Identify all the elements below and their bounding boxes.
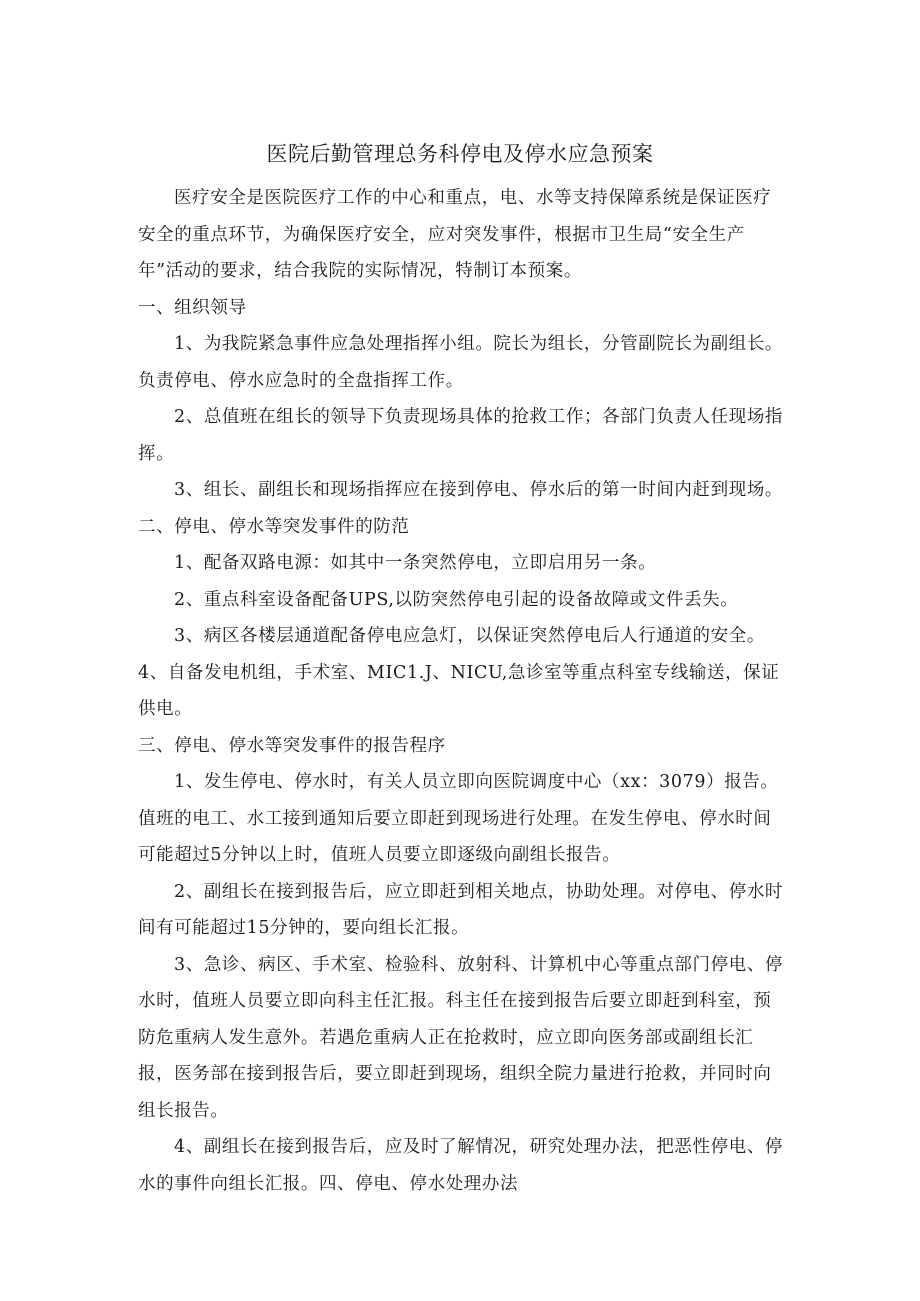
paragraph: 3、组长、副组长和现场指挥应在接到停电、停水后的第一时间内赶到现场。二、停电、停水等突发事件的防范 bbox=[138, 480, 784, 537]
paragraph: 医疗安全是医院医疗工作的中心和重点，电、水等支持保障系统是保证医疗安全的重点环节，为确保医疗安全，应对突发事件，根据市卫生局“安全生产年”活动的要求，结合我院的实际情况，特制订本预案。 bbox=[138, 188, 772, 281]
document-title: 医院后勤管理总务科停电及停水应急预案 bbox=[266, 142, 654, 166]
paragraph: 4、自备发电机组，手术室、MIC1.J、NICU,急诊室等重点科室专线输送，保证供电。 bbox=[138, 662, 780, 719]
paragraph: 1、配备双路电源：如其中一条突然停电，立即启用另一条。 bbox=[174, 553, 657, 573]
paragraph: 2、总值班在组长的领导下负责现场具体的抢救工作；各部门负责人任现场指挥。 bbox=[138, 407, 784, 464]
paragraph: 3、病区各楼层通道配备停电应急灯，以保证突然停电后人行通道的安全。 bbox=[174, 626, 765, 646]
paragraph: 一、组织领导 bbox=[138, 297, 247, 318]
paragraph: 1、发生停电、停水时，有关人员立即向医院调度中心（xx：3079）报告。值班的电工、水工接到通知后要立即赶到现场进行处理。在发生停电、停水时间可能超过5分钟以上时，值班人员要立即逐级向副组长报告。 bbox=[138, 772, 779, 865]
document-body bbox=[138, 180, 786, 1202]
paragraph: 3、急诊、病区、手术室、检验科、放射科、计算机中心等重点部门停电、停水时，值班人员要立即向科主任汇报。科主任在接到报告后要立即赶到科室，预防危重病人发生意外。若遇危重病人正在抢救时，应立即向医务部或副组长汇报，医务部在接到报告后，要立即赶到现场，组织全院力量进行抢救，并同时向组长报告。 bbox=[138, 954, 784, 1121]
paragraph: 1、为我院紧急事件应急处理指挥小组。院长为组长，分管副院长为副组长。负责停电、停水应急时的全盘指挥工作。 bbox=[138, 334, 784, 391]
paragraph: 2、副组长在接到报告后，应立即赶到相关地点，协助处理。对停电、停水时间有可能超过15分钟的，要向组长汇报。 bbox=[138, 881, 784, 938]
paragraph: 2、重点科室设备配备UPS,以防突然停电引起的设备故障或文件丢失。 bbox=[174, 589, 739, 610]
paragraph: 三、停电、停水等突发事件的报告程序 bbox=[138, 735, 446, 756]
paragraph: 4、副组长在接到报告后，应及时了解情况，研究处理办法，把恶性停电、停水的事件向组长汇报。四、停电、停水处理办法 bbox=[138, 1137, 784, 1194]
